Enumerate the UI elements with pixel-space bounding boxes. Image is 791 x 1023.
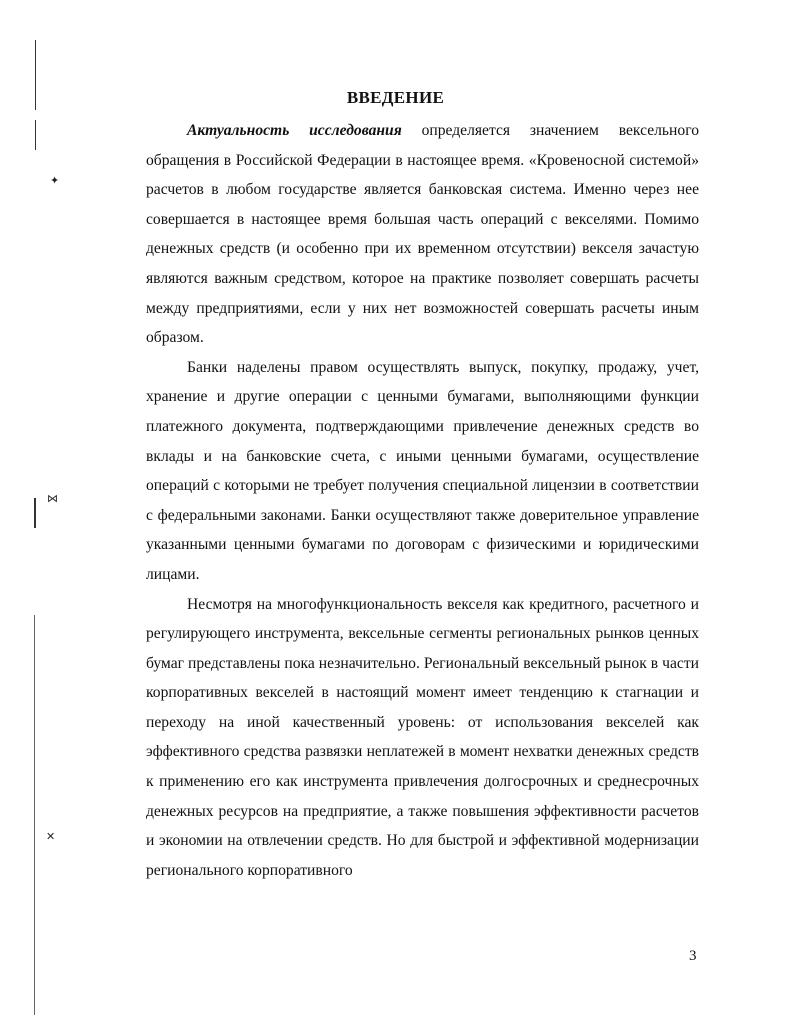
- paragraph-3: Несмотря на многофункциональность векселя как кредитного, расчетного и регулирующего инструмента, вексельные сегменты региональных рынков ценных бумаг представлены пока незначительно. Региональный вексельный рынок в части корпоративных векселей в настоящий момент имеет тенденцию к стагнации и переходу на иной качественный уровень: от использования векселей как эффективного средства развязки неплатежей в момент нехватки денежных средств к применению его как инструмента привлечения долгосрочных и среднесрочных денежных ресурсов на предприятие, а также повышения эффективности расчетов и экономии на отвлечении средств. Но для быстрой и эффективной модернизации регионального корпоративного: [146, 595, 699, 879]
- paragraph-1: [146, 116, 699, 353]
- scan-speck: ✕: [46, 831, 56, 843]
- document-body: [146, 116, 699, 885]
- scan-margin-line: [34, 615, 35, 1015]
- scan-margin-line: [34, 498, 36, 528]
- paragraph-text: определяется значением вексельного обращения в Российской Федерации в настоящее время. «Кровеносной системой» расчетов в любом государстве является банковская система. Именно через нее совершается в настоящее время большая часть операций с векселями. Помимо денежных средств (и особенно при их временном отсутствии) векселя зачастую являются важным средством, которое на практике позволяет совершать расчеты между предприятиями, если у них нет возможностей совершать расчеты иным образом.: [146, 122, 699, 347]
- document-title: ВВЕДЕНИЕ: [346, 88, 445, 107]
- paragraph-lead: Актуальность исследования: [187, 122, 402, 139]
- scan-speck: ✦: [50, 175, 60, 187]
- scan-speck: ⋈: [47, 493, 58, 505]
- scan-margin-line: [35, 120, 36, 150]
- page-number: 3: [689, 948, 697, 964]
- paragraph-2: Банки наделены правом осуществлять выпуск, покупку, продажу, учет, хранение и другие операции с ценными бумагами, выполняющими функции платежного документа, подтверждающими привлечение денежных средств во вклады и на банковские счета, с иными ценными бумагами, осуществление операций с которыми не требует получения специальной лицензии в соответствии с федеральными законами. Банки осуществляют также доверительное управление указанными ценными бумагами по договорам с физическими и юридическими лицами.: [146, 358, 699, 583]
